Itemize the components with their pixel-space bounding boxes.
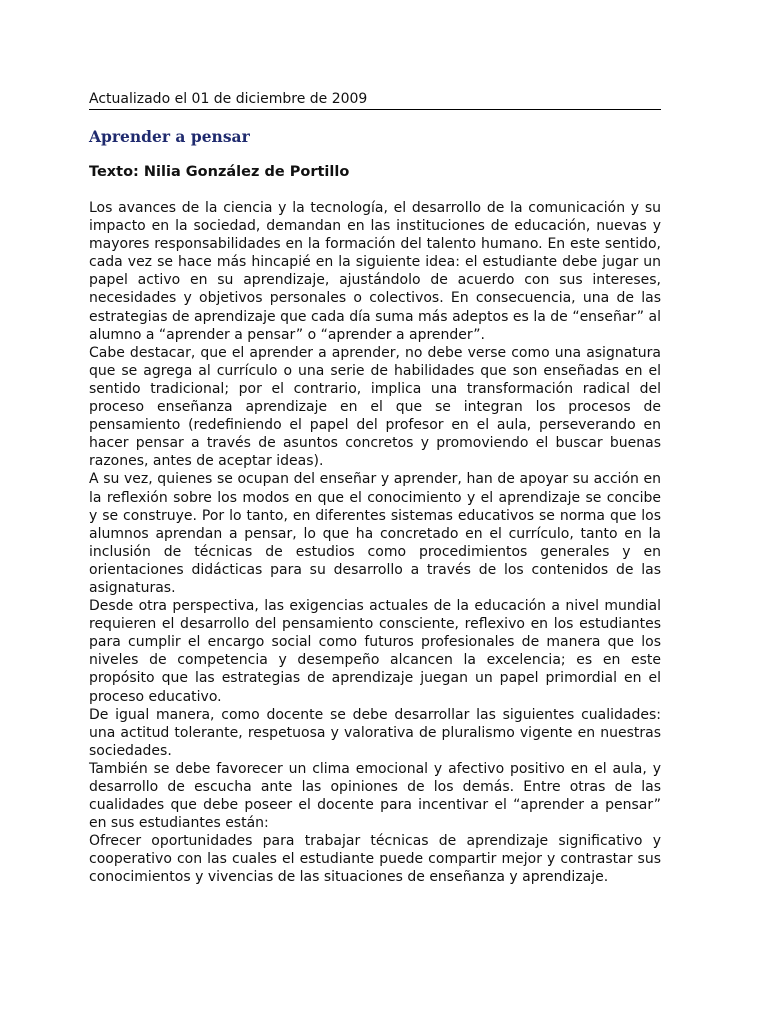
paragraph: Ofrecer oportunidades para trabajar técnicas de aprendizaje significativo y cooperativo con las cuales el estudiante puede compartir mejor y contrastar sus conocimientos y vivencias de las situaciones de enseñanza y aprendizaje. [89,833,661,886]
document-title: Aprender a pensar [89,127,250,146]
paragraph: De igual manera, como docente se debe desarrollar las siguientes cualidades: una actitud tolerante, respetuosa y valorativa de pluralismo vigente en nuestras sociedades. [89,706,661,759]
paragraph: También se debe favorecer un clima emocional y afectivo positivo en el aula, y desarrollo de escucha ante las opiniones de los demás. Entre otras de las cualidades que debe poseer el docente para incentivar el “aprender a pensar” en sus estudiantes están: [89,760,661,832]
paragraph: Desde otra perspectiva, las exigencias actuales de la educación a nivel mundial requieren el desarrollo del pensamiento consciente, reflexivo en los estudiantes para cumplir el encargo social como futuros profesionales de manera que los niveles de competencia y desempeño alcancen la excelencia; es en este propósito que las estrategias de aprendizaje juegan un papel primordial en el proceso educativo. [89,598,661,705]
updated-date: Actualizado el 01 de diciembre de 2009 [89,90,661,110]
paragraph: Los avances de la ciencia y la tecnología, el desarrollo de la comunicación y su impacto en la sociedad, demandan en las instituciones de educación, nuevas y mayores responsabilidades en la formación del talento humano. En este sentido, cada vez se hace más hincapié en la siguiente idea: el estudiante debe jugar un papel activo en su aprendizaje, ajustándolo de acuerdo con sus intereses, necesidades y objetivos personales o colectivos. En consecuencia, una de las estrategias de aprendizaje que cada día suma más adeptos es la de “enseñar” al alumno a “aprender a pensar” o “aprender a aprender”. [89,200,661,343]
paragraph: Cabe destacar, que el aprender a aprender, no debe verse como una asignatura que se agrega al currículo o una serie de habilidades que son enseñadas en el sentido tradicional; por el contrario, implica una transformación radical del proceso enseñanza aprendizaje en el que se integran los procesos de pensamiento (redefiniendo el papel del profesor en el aula, perseverando en hacer pensar a través de asuntos concretos y promoviendo el buscar buenas razones, antes de aceptar ideas). [89,344,661,470]
paragraph: A su vez, quienes se ocupan del enseñar y aprender, han de apoyar su acción en la reflexión sobre los modos en que el conocimiento y el aprendizaje se concibe y se construye. Por lo tanto, en diferentes sistemas educativos se norma que los alumnos aprendan a pensar, lo que ha concretado en el currículo, tanto en la inclusión de técnicas de estudios como procedimientos generales y en orientaciones didácticas para su desarrollo a través de los contenidos de las asignaturas. [89,471,661,596]
document-body [89,199,661,887]
document-author: Texto: Nilia González de Portillo [89,164,350,180]
document-content [89,90,661,887]
